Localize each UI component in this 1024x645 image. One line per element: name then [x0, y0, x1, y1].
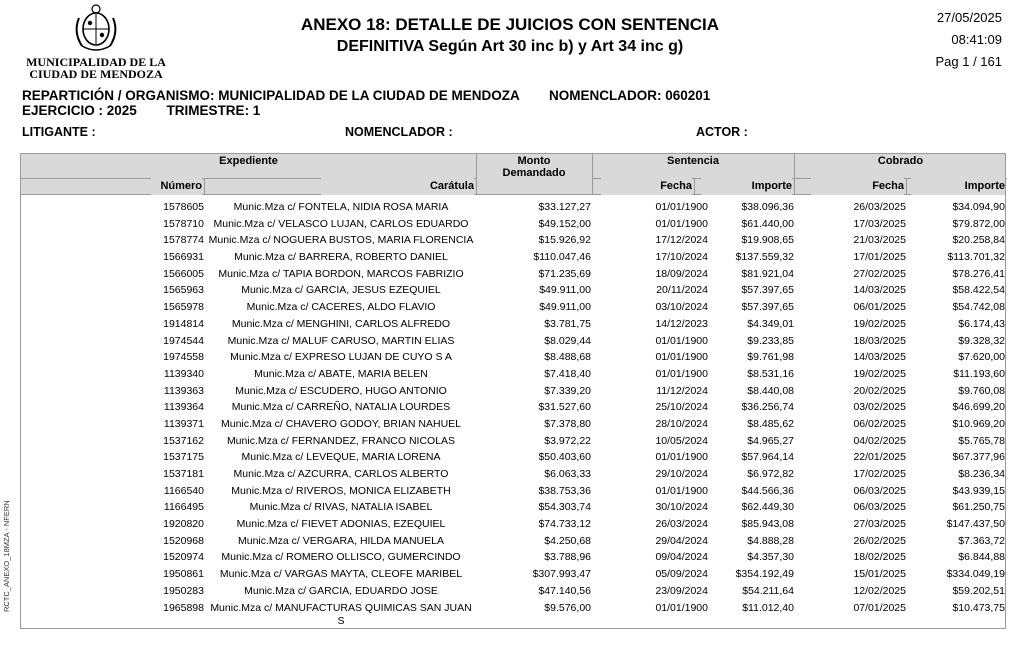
row-cobrado-importe: $10.969,20 [952, 417, 1005, 430]
row-numero: 1139364 [163, 401, 204, 414]
table-row [21, 516, 1005, 533]
header-monto: Monto Demandado [502, 155, 566, 179]
row-sentencia-importe: $9.761,98 [747, 351, 794, 364]
row-sentencia-importe: $57.964,14 [741, 451, 794, 464]
coat-of-arms-icon [70, 2, 122, 54]
row-cobrado-fecha: 17/02/2025 [853, 468, 906, 480]
row-cobrado-importe: $334.049,19 [946, 568, 1005, 581]
table-row [21, 399, 1005, 416]
row-cobrado-fecha: 17/03/2025 [853, 217, 906, 230]
row-cobrado-fecha: 12/02/2025 [853, 584, 906, 597]
table-row [21, 449, 1005, 466]
row-cobrado-fecha: 17/01/2025 [853, 251, 906, 264]
row-monto: $49.911,00 [539, 301, 591, 314]
row-monto: $74.733,12 [538, 518, 591, 531]
report-time: 08:41:09 [951, 32, 1002, 47]
row-cobrado-importe: $54.742,08 [952, 301, 1005, 314]
row-cobrado-importe: $78.276,41 [952, 267, 1005, 280]
row-monto: $31.527,60 [538, 401, 591, 414]
row-sentencia-importe: $6.972,82 [747, 468, 794, 480]
row-sentencia-fecha: 30/10/2024 [655, 501, 708, 514]
row-numero: 1578605 [163, 201, 204, 213]
row-sentencia-fecha: 01/01/1900 [655, 351, 708, 364]
row-cobrado-importe: $147.437,50 [946, 518, 1005, 531]
row-numero: 1950861 [163, 568, 204, 581]
row-sentencia-fecha: 01/01/1900 [655, 217, 708, 230]
row-cobrado-fecha: 19/02/2025 [853, 317, 906, 330]
row-cobrado-importe: $43.939,15 [952, 484, 1005, 497]
row-sentencia-importe: $62.449,30 [741, 501, 794, 514]
table-row [21, 433, 1005, 450]
row-cobrado-importe: $20.258,84 [952, 234, 1005, 247]
row-monto: $49.911,00 [539, 284, 591, 297]
row-cobrado-importe: $7.363,72 [958, 534, 1005, 547]
row-numero: 1974558 [163, 351, 204, 364]
row-numero: 1537175 [163, 451, 204, 464]
row-sentencia-importe: $11.012,40 [742, 601, 794, 614]
row-sentencia-fecha: 09/04/2024 [655, 551, 708, 564]
row-sentencia-importe: $4.888,28 [747, 534, 794, 547]
row-cobrado-fecha: 14/03/2025 [853, 351, 906, 364]
row-cobrado-importe: $6.174,43 [958, 317, 1005, 330]
table-row [21, 199, 1005, 216]
row-numero: 1166540 [163, 484, 204, 497]
row-monto: $7.339,20 [544, 384, 591, 397]
row-numero: 1950283 [163, 584, 204, 597]
row-numero: 1565978 [163, 301, 204, 314]
row-monto: $15.926,92 [538, 234, 591, 247]
row-sentencia-importe: $4.965,27 [747, 434, 794, 447]
row-caratula: Munic.Mza c/ FONTELA, NIDIA ROSA MARIA [233, 201, 449, 213]
title-line1: ANEXO 18: DETALLE DE JUICIOS CON SENTENCIA [300, 15, 720, 34]
row-cobrado-importe: $46.699,20 [952, 401, 1005, 414]
row-cobrado-fecha: 15/01/2025 [853, 568, 906, 581]
row-sentencia-importe: $4.349,01 [747, 317, 794, 330]
row-caratula: Munic.Mza c/ FIEVET ADONIAS, EZEQUIEL [236, 518, 446, 531]
report-title [270, 14, 750, 58]
filter-nomenclador: NOMENCLADOR : [345, 125, 453, 139]
subheader-cobrado-fecha: Fecha [811, 178, 904, 195]
subheader-cobrado-importe: Importe [911, 178, 1005, 195]
row-caratula: Munic.Mza c/ LEVEQUE, MARIA LORENA [241, 451, 441, 464]
row-monto: $4.250,68 [544, 534, 591, 547]
row-cobrado-fecha: 20/02/2025 [853, 384, 906, 397]
row-caratula: Munic.Mza c/ BARRERA, ROBERTO DANIEL [234, 251, 448, 264]
row-sentencia-fecha: 01/01/1900 [655, 484, 708, 497]
row-caratula: Munic.Mza c/ ESCUDERO, HUGO ANTONIO [235, 384, 447, 397]
row-sentencia-fecha: 11/12/2024 [656, 384, 708, 397]
row-numero: 1974544 [163, 334, 204, 347]
organism-info [22, 88, 710, 118]
row-caratula: Munic.Mza c/ MALUF CARUSO, MARTIN ELIAS [227, 334, 455, 347]
table-row [21, 316, 1005, 333]
row-caratula: Munic.Mza c/ GARCIA, EDUARDO JOSE [244, 584, 438, 597]
row-sentencia-fecha: 17/10/2024 [655, 251, 708, 264]
row-caratula: Munic.Mza c/ VELASCO LUJAN, CARLOS EDUARDO [213, 217, 469, 230]
row-sentencia-fecha: 03/10/2024 [655, 301, 708, 314]
row-sentencia-importe: $19.908,65 [741, 234, 794, 247]
row-monto: $8.029,44 [544, 334, 591, 347]
row-sentencia-fecha: 01/01/1900 [655, 334, 708, 347]
row-sentencia-fecha: 26/03/2024 [655, 518, 708, 531]
side-label-text: RCTC_ANEXO_18MZA - NFERN [2, 500, 11, 612]
row-numero: 1578774 [163, 234, 204, 247]
row-sentencia-fecha: 18/09/2024 [655, 267, 708, 280]
row-caratula: Munic.Mza c/ VERGARA, HILDA MANUELA [238, 534, 444, 547]
nomenclador-label: NOMENCLADOR: 060201 [549, 88, 711, 103]
row-numero: 1139340 [163, 367, 204, 380]
row-sentencia-fecha: 01/01/1900 [655, 201, 708, 213]
row-cobrado-importe: $8.236,34 [958, 468, 1005, 480]
row-caratula: Munic.Mza c/ ABATE, MARIA BELEN [254, 367, 428, 380]
row-monto: $9.576,00 [544, 601, 591, 614]
row-numero: 1520974 [163, 551, 204, 564]
row-cobrado-importe: $34.094,90 [952, 201, 1005, 213]
row-monto: $7.378,80 [544, 417, 591, 430]
report-meta [936, 7, 1003, 73]
table-row [21, 366, 1005, 383]
row-cobrado-fecha: 04/02/2025 [853, 434, 906, 447]
row-numero: 1166495 [163, 501, 204, 514]
row-caratula: Munic.Mza c/ MENGHINI, CARLOS ALFREDO [231, 317, 451, 330]
row-cobrado-importe: $58.422,54 [952, 284, 1005, 297]
row-cobrado-importe: $9.328,32 [958, 334, 1005, 347]
row-sentencia-importe: $8.440,08 [747, 384, 794, 397]
row-numero: 1914814 [163, 317, 204, 330]
trimestre-label: TRIMESTRE: 1 [166, 103, 261, 118]
org-name-line2: CIUDAD DE MENDOZA [29, 67, 163, 81]
row-cobrado-importe: $7.620,00 [958, 351, 1005, 364]
subheader-numero: Número [151, 178, 202, 195]
row-sentencia-importe: $85.943,08 [741, 518, 794, 531]
title-line2: DEFINITIVA Según Art 30 inc b) y Art 34 inc g) [336, 38, 684, 55]
row-caratula: Munic.Mza c/ MANUFACTURAS QUIMICAS SAN JUAN S [210, 601, 472, 627]
filter-litigante: LITIGANTE : [22, 125, 96, 139]
row-sentencia-fecha: 28/10/2024 [655, 417, 708, 430]
row-monto: $47.140,56 [538, 584, 591, 597]
row-sentencia-importe: $57.397,65 [741, 284, 794, 297]
header-cobrado: Cobrado [877, 155, 924, 167]
row-cobrado-importe: $79.872,00 [952, 217, 1005, 230]
table-row [21, 299, 1005, 316]
row-numero: 1537162 [163, 434, 204, 447]
table-row [21, 549, 1005, 566]
row-monto: $110.047,46 [533, 251, 591, 264]
side-label [2, 500, 16, 612]
row-cobrado-fecha: 18/03/2025 [853, 334, 906, 347]
row-cobrado-fecha: 19/02/2025 [853, 367, 906, 380]
row-sentencia-importe: $8.485,62 [747, 417, 794, 430]
row-cobrado-fecha: 21/03/2025 [853, 234, 906, 247]
filter-actor: ACTOR : [696, 125, 748, 139]
table-row [21, 416, 1005, 433]
row-numero: 1920820 [163, 518, 204, 531]
row-sentencia-importe: $38.096,36 [741, 201, 794, 213]
row-sentencia-fecha: 14/12/2023 [655, 317, 708, 330]
row-monto: $7.418,40 [544, 367, 591, 380]
row-monto: $50.403,60 [538, 451, 591, 464]
reparticion-label: REPARTICIÓN / ORGANISMO: MUNICIPALIDAD DE LA CIUDAD DE MENDOZA [22, 88, 520, 103]
row-sentencia-importe: $54.211,64 [742, 584, 794, 597]
row-sentencia-fecha: 25/10/2024 [655, 401, 708, 414]
row-numero: 1139363 [163, 384, 204, 397]
subheader-caratula: Carátula [321, 178, 474, 195]
row-monto: $33.127,27 [538, 201, 591, 213]
row-sentencia-importe: $137.559,32 [735, 251, 794, 264]
row-monto: $3.788,96 [544, 551, 591, 564]
row-cobrado-fecha: 18/02/2025 [853, 551, 906, 564]
row-cobrado-fecha: 03/02/2025 [853, 401, 906, 414]
row-numero: 1566931 [163, 251, 204, 264]
row-numero: 1565963 [163, 284, 204, 297]
row-caratula: Munic.Mza c/ EXPRESO LUJAN DE CUYO S A [230, 351, 452, 364]
row-monto: $307.993,47 [532, 568, 591, 581]
table-row [21, 499, 1005, 516]
row-caratula: Munic.Mza c/ RIVAS, NATALIA ISABEL [249, 501, 433, 514]
table-row [21, 216, 1005, 233]
row-cobrado-importe: $6.844,88 [958, 551, 1005, 564]
row-sentencia-importe: $4.357,30 [747, 551, 794, 564]
row-sentencia-fecha: 10/05/2024 [655, 434, 708, 447]
row-sentencia-fecha: 01/01/1900 [655, 601, 708, 614]
row-caratula: Munic.Mza c/ NOGUERA BUSTOS, MARIA FLORENCIA [208, 234, 474, 247]
row-sentencia-importe: $44.566,36 [741, 484, 794, 497]
row-sentencia-fecha: 01/01/1900 [655, 367, 708, 380]
row-numero: 1520968 [163, 534, 204, 547]
row-sentencia-fecha: 29/04/2024 [655, 534, 708, 547]
row-numero: 1965898 [163, 601, 204, 614]
row-numero: 1139371 [163, 417, 204, 430]
subheader-sentencia-importe: Importe [701, 178, 792, 195]
row-monto: $8.488,68 [544, 351, 591, 364]
row-cobrado-fecha: 26/02/2025 [853, 534, 906, 547]
org-name-line1: MUNICIPALIDAD DE LA [26, 55, 166, 69]
row-cobrado-fecha: 27/03/2025 [853, 518, 906, 531]
row-cobrado-importe: $9.760,08 [958, 384, 1005, 397]
row-sentencia-importe: $9.233,85 [747, 334, 794, 347]
table-row [21, 583, 1005, 600]
row-sentencia-importe: $354.192,49 [735, 568, 794, 581]
table-row [21, 600, 1005, 628]
subheader-sentencia-fecha: Fecha [601, 178, 692, 195]
row-monto: $54.303,74 [538, 501, 591, 514]
row-numero: 1537181 [163, 468, 204, 480]
row-numero: 1578710 [163, 217, 204, 230]
table-row [21, 533, 1005, 550]
row-cobrado-fecha: 27/02/2025 [853, 267, 906, 280]
row-caratula: Munic.Mza c/ VARGAS MAYTA, CLEOFE MARIBEL [219, 568, 463, 581]
row-cobrado-importe: $11.193,60 [953, 367, 1005, 380]
row-monto: $6.063,33 [544, 468, 591, 480]
row-monto: $71.235,69 [538, 267, 591, 280]
table-row [21, 249, 1005, 266]
row-cobrado-importe: $67.377,96 [952, 451, 1005, 464]
row-cobrado-fecha: 26/03/2025 [853, 201, 906, 213]
row-caratula: Munic.Mza c/ GARCIA, JESUS EZEQUIEL [241, 284, 441, 297]
row-sentencia-importe: $8.531,16 [747, 367, 794, 380]
table-row [21, 566, 1005, 583]
row-caratula: Munic.Mza c/ CHAVERO GODOY, BRIAN NAHUEL [221, 417, 461, 430]
row-cobrado-fecha: 14/03/2025 [853, 284, 906, 297]
row-cobrado-fecha: 06/02/2025 [853, 417, 906, 430]
row-caratula: Munic.Mza c/ CARREÑO, NATALIA LOURDES [231, 401, 451, 414]
table-header [20, 153, 1006, 195]
row-cobrado-fecha: 07/01/2025 [853, 601, 906, 614]
table-body [20, 195, 1006, 629]
row-monto: $49.152,00 [538, 217, 591, 230]
table-row [21, 383, 1005, 400]
row-monto: $3.972,22 [544, 434, 591, 447]
page-indicator: Pag 1 / 161 [935, 54, 1002, 69]
row-caratula: Munic.Mza c/ RIVEROS, MONICA ELIZABETH [231, 484, 451, 497]
row-monto: $38.753,36 [538, 484, 591, 497]
row-sentencia-importe: $36.256,74 [741, 401, 794, 414]
row-cobrado-importe: $10.473,75 [952, 601, 1005, 614]
row-caratula: Munic.Mza c/ ROMERO OLLISCO, GUMERCINDO [221, 551, 461, 564]
ejercicio-label: EJERCICIO : 2025 [22, 103, 137, 118]
row-cobrado-fecha: 22/01/2025 [853, 451, 906, 464]
row-cobrado-importe: $5.765,78 [958, 434, 1005, 447]
table-row [21, 232, 1005, 249]
row-sentencia-importe: $61.440,00 [741, 217, 794, 230]
row-sentencia-fecha: 17/12/2024 [655, 234, 708, 247]
row-sentencia-fecha: 20/11/2024 [656, 284, 708, 297]
row-caratula: Munic.Mza c/ AZCURRA, CARLOS ALBERTO [233, 468, 449, 480]
table-row [21, 483, 1005, 500]
report-date: 27/05/2025 [936, 10, 1002, 25]
header-expediente: Expediente [219, 155, 278, 167]
row-sentencia-fecha: 29/10/2024 [655, 468, 708, 480]
row-sentencia-importe: $81.921,04 [741, 267, 794, 280]
header-sentencia: Sentencia [667, 155, 719, 167]
table-row [21, 349, 1005, 366]
row-sentencia-fecha: 05/09/2024 [655, 568, 708, 581]
table-row [21, 282, 1005, 299]
table-row [21, 333, 1005, 350]
row-cobrado-importe: $113.701,32 [947, 251, 1005, 264]
judgments-table [20, 153, 1006, 629]
row-monto: $3.781,75 [544, 317, 591, 330]
row-cobrado-importe: $59.202,51 [952, 584, 1005, 597]
table-row [21, 266, 1005, 283]
row-sentencia-importe: $57.397,65 [741, 301, 794, 314]
row-cobrado-importe: $61.250,75 [952, 501, 1005, 514]
row-cobrado-fecha: 06/03/2025 [853, 501, 906, 514]
row-cobrado-fecha: 06/03/2025 [853, 484, 906, 497]
municipal-logo [20, 2, 172, 82]
row-caratula: Munic.Mza c/ TAPIA BORDON, MARCOS FABRIZIO [218, 267, 464, 280]
row-caratula: Munic.Mza c/ CACERES, ALDO FLAVIO [246, 301, 436, 314]
row-numero: 1566005 [163, 267, 204, 280]
row-cobrado-fecha: 06/01/2025 [853, 301, 906, 314]
table-row [21, 466, 1005, 483]
row-sentencia-fecha: 01/01/1900 [655, 451, 708, 464]
row-caratula: Munic.Mza c/ FERNANDEZ, FRANCO NICOLAS [226, 434, 456, 447]
row-sentencia-fecha: 23/09/2024 [655, 584, 708, 597]
